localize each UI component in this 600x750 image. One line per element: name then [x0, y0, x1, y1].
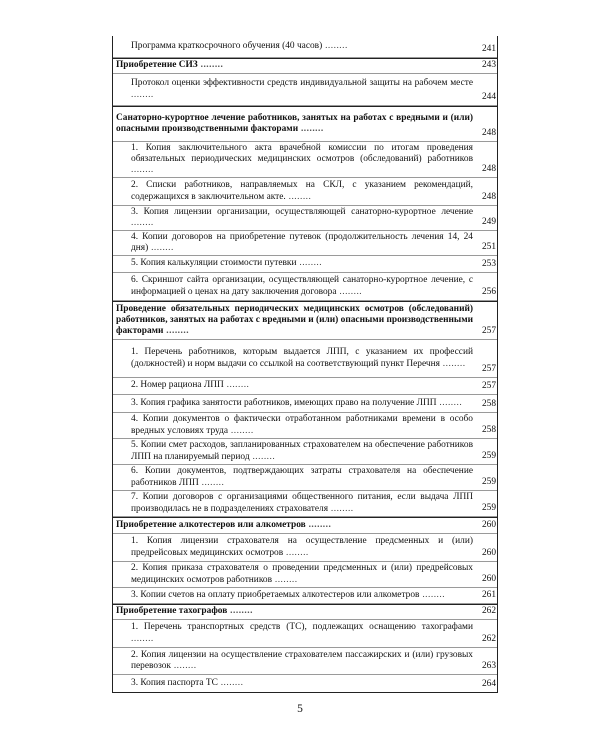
- toc-entry-text: 2. Копия лицензии на осуществление страхователем пассажирских и (или) грузовых перевозок ........: [131, 649, 473, 671]
- toc-page-number: 251: [481, 241, 496, 252]
- toc-page-number: 262: [481, 605, 496, 616]
- toc-entry-text: 6. Копии документов, подтверждающих затраты страхователя на обеспечение работников ЛПП ........: [131, 466, 473, 488]
- toc-entry-text: 4. Копии документов о фактически отработанном работниками времени в особо вредных условиях труда ........: [131, 414, 473, 436]
- toc-row: [113, 340, 497, 378]
- toc-entry-text: 1. Копия заключительного акта врачебной комиссии по итогам проведения обязательных периодических медицинских осмотров (обследований) работников ........: [131, 142, 473, 176]
- toc-row: [113, 74, 497, 106]
- toc-section-title: Проведение обязательных периодических медицинских осмотров (обследований) работников, занятых на работах с вредными и (или) опасными производственными факторами ........: [116, 303, 473, 337]
- toc-section-title: Санаторно-курортное лечение работников, занятых на работах с вредными и (или) опасными производственными факторами ........: [116, 112, 473, 134]
- toc-row: [113, 588, 497, 604]
- toc-entry-text: 4. Копии договоров на приобретение путевок (продолжительность лечения 14, 24 дня) ........: [131, 231, 473, 253]
- dot-leader: ........: [322, 40, 348, 51]
- toc-entry-text: 3. Копия лицензии организации, осуществляющей санаторно-курортное лечение ........: [131, 206, 473, 228]
- dot-leader: ........: [197, 60, 224, 71]
- dot-leader: ........: [217, 677, 244, 688]
- toc-page-number: 249: [481, 216, 496, 227]
- toc-page-number: 257: [481, 380, 496, 391]
- dot-leader: ........: [439, 358, 466, 369]
- table-of-contents: [112, 36, 498, 693]
- toc-page-number: 256: [481, 286, 496, 297]
- toc-section-row: [113, 301, 497, 340]
- toc-row: [113, 206, 497, 231]
- toc-page-number: 257: [481, 363, 496, 374]
- dot-leader: ........: [272, 574, 298, 585]
- dot-leader: ........: [228, 425, 254, 436]
- toc-page-number: 264: [481, 678, 496, 689]
- dot-leader: ........: [336, 286, 363, 297]
- toc-entry-text: Программа краткосрочного обучения (40 часов) ........: [131, 40, 348, 51]
- page-number: 5: [297, 703, 303, 715]
- toc-entry-text: 3. Копия графика занятости работников, имеющих право на получение ЛПП ........: [131, 397, 463, 408]
- dot-leader: ........: [131, 633, 154, 644]
- toc-row: [113, 36, 497, 58]
- toc-section-title: Приобретение алкотестеров или алкометров ........: [116, 519, 332, 530]
- dot-leader: ........: [198, 477, 225, 488]
- toc-page-number: 259: [481, 476, 496, 487]
- toc-page-number: 260: [481, 573, 496, 584]
- toc-page-number: 258: [481, 424, 496, 435]
- toc-section-title: Приобретение СИЗ ........: [116, 60, 224, 71]
- toc-entry-text: 2. Копия приказа страхователя о проведении предсменных и (или) предрейсовых медицинских осмотров работников ........: [131, 563, 473, 585]
- dot-leader: ........: [305, 519, 332, 530]
- toc-entry-text: 6. Скриншот сайта организации, осуществляющей санаторно-курортное лечение, с информацией о ценах на дату заключения договора ........: [131, 275, 473, 297]
- toc-row: [113, 231, 497, 256]
- toc-page-number: 253: [481, 258, 496, 269]
- toc-section-title: Приобретение тахографов ........: [116, 606, 253, 617]
- dot-leader: ........: [227, 606, 253, 617]
- toc-row: [113, 465, 497, 491]
- toc-row: [113, 413, 497, 439]
- toc-entry-text: Протокол оценки эффективности средств индивидуальной защиты на рабочем месте ........: [131, 78, 473, 100]
- toc-entry-text: 5. Копии смет расходов, запланированных страхователем на обеспечение работников ЛПП на планируемый период ........: [131, 440, 473, 462]
- dot-leader: ........: [131, 89, 154, 100]
- dot-leader: ........: [283, 547, 309, 558]
- toc-row: [113, 395, 497, 413]
- dot-leader: ........: [436, 397, 463, 408]
- toc-page-number: 258: [481, 398, 496, 409]
- toc-page-number: 248: [481, 127, 496, 138]
- toc-row: [113, 142, 497, 178]
- dot-leader: ........: [298, 124, 324, 134]
- toc-entry-text: 3. Копия паспорта ТС ........: [131, 677, 244, 688]
- dot-leader: ........: [170, 661, 197, 671]
- toc-page-number: 243: [481, 59, 496, 70]
- toc-row: [113, 562, 497, 588]
- toc-page-number: 262: [481, 633, 496, 644]
- toc-row: [113, 491, 497, 517]
- toc-page-number: 263: [481, 660, 496, 671]
- dot-leader: ........: [328, 503, 354, 514]
- toc-row: [113, 178, 497, 206]
- dot-leader: ........: [285, 191, 312, 202]
- toc-entry-text: 2. Номер рациона ЛПП ........: [131, 380, 250, 391]
- dot-leader: ........: [148, 243, 174, 253]
- toc-page-number: 248: [481, 163, 496, 174]
- toc-page-number: 261: [481, 589, 496, 600]
- toc-page-number: 248: [481, 191, 496, 202]
- toc-section-row: [113, 604, 497, 620]
- toc-entry-text: 3. Копии счетов на оплату приобретаемых алкотестеров или алкометров ........: [131, 589, 446, 600]
- toc-entry-text: 5. Копия калькуляции стоимости путевки ........: [131, 258, 323, 269]
- toc-section-row: [113, 58, 497, 74]
- dot-leader: ........: [419, 589, 446, 600]
- dot-leader: ........: [131, 218, 154, 228]
- toc-section-row: [113, 106, 497, 142]
- dot-leader: ........: [223, 380, 250, 391]
- toc-row: [113, 378, 497, 395]
- toc-section-row: [113, 517, 497, 534]
- dot-leader: ........: [131, 165, 154, 176]
- toc-row: [113, 534, 497, 562]
- dot-leader: ........: [163, 326, 190, 337]
- toc-row: [113, 675, 497, 692]
- toc-page-number: 244: [481, 91, 496, 102]
- toc-row: [113, 273, 497, 301]
- toc-page-number: 259: [481, 450, 496, 461]
- toc-row: [113, 439, 497, 465]
- toc-entry-text: 1. Перечень транспортных средств (ТС), подлежащих оснащению тахографами ........: [131, 622, 473, 644]
- toc-entry-text: 2. Списки работников, направляемых на СКЛ, с указанием рекомендаций, содержащихся в заключительном акте. ........: [131, 180, 473, 202]
- toc-page-number: 259: [481, 502, 496, 513]
- dot-leader: ........: [249, 451, 276, 462]
- toc-row: [113, 256, 497, 273]
- toc-entry-text: 1. Перечень работников, которым выдается ЛПП, с указанием их профессий (должностей) и норм выдачи со ссылкой на соответствующий пункт Перечня ........: [131, 347, 473, 369]
- toc-page-number: 241: [481, 43, 496, 54]
- toc-row: [113, 620, 497, 648]
- toc-page-number: 260: [481, 519, 496, 530]
- toc-row: [113, 648, 497, 675]
- toc-entry-text: 1. Копия лицензии страхователя на осуществление предсменных и (или) предрейсовых медицинских осмотров ........: [131, 536, 473, 558]
- dot-leader: ........: [296, 258, 323, 269]
- toc-page-number: 257: [481, 325, 496, 336]
- toc-page-number: 260: [481, 547, 496, 558]
- toc-entry-text: 7. Копии договоров с организациями общественного питания, если выдача ЛПП производилась не в подразделениях страхователя ........: [131, 492, 473, 514]
